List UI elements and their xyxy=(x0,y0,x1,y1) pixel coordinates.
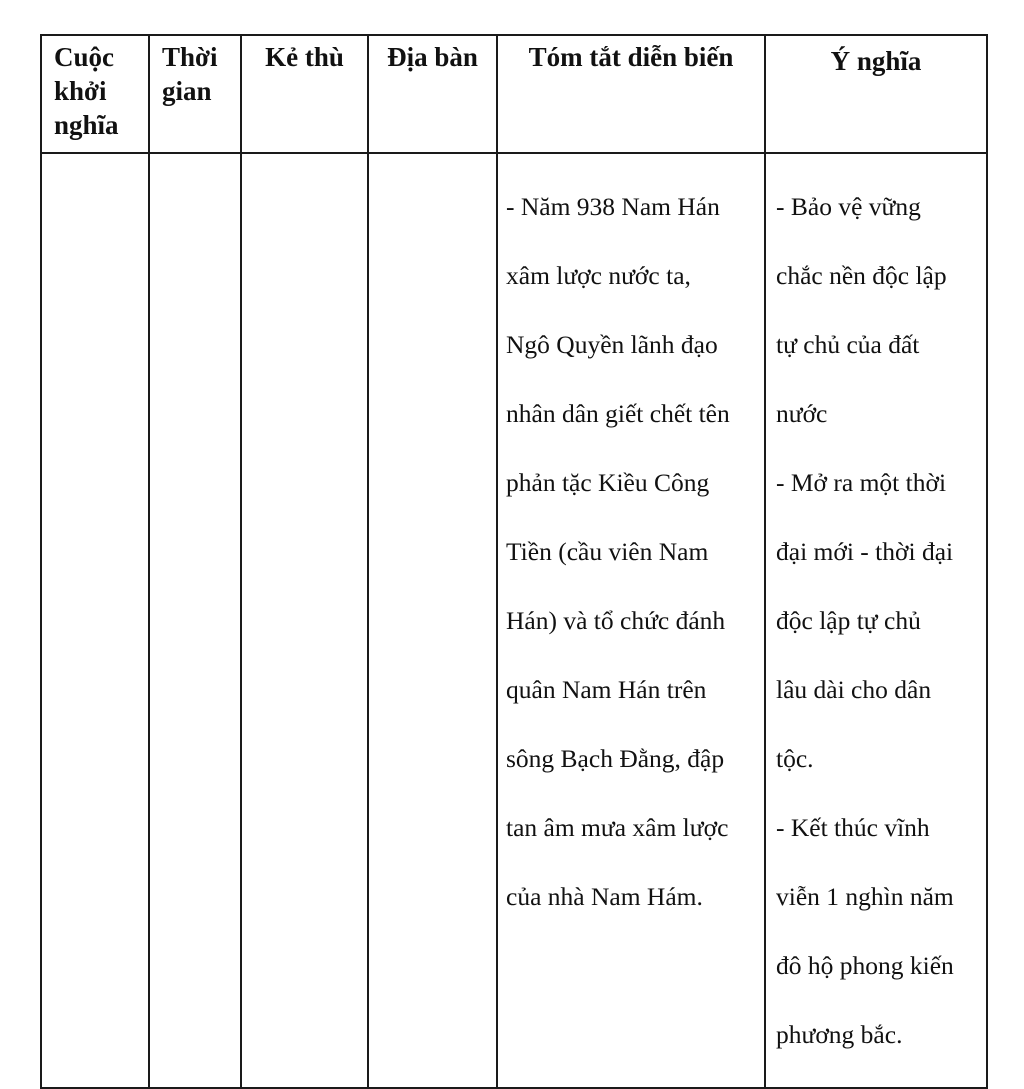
header-cuoc-khoi-nghia xyxy=(41,35,149,153)
significance-line: đô hộ phong kiến xyxy=(776,950,954,980)
table-row xyxy=(41,153,987,1088)
cell-dia-ban xyxy=(368,153,497,1088)
header-dia-ban xyxy=(368,35,497,153)
significance-line: nước xyxy=(776,398,828,428)
summary-line: sông Bạch Đằng, đập xyxy=(506,743,725,773)
header-line: Cuộc xyxy=(54,42,114,72)
significance-line: đại mới - thời đại xyxy=(776,536,954,566)
cell-y-nghia xyxy=(765,153,987,1088)
header-row xyxy=(41,35,987,153)
significance-line: - Kết thúc vĩnh xyxy=(776,812,930,842)
summary-line: Ngô Quyền lãnh đạo xyxy=(506,329,718,359)
significance-line: - Bảo vệ vững xyxy=(776,191,921,221)
significance-line: lâu dài cho dân xyxy=(776,674,932,704)
summary-line: xâm lược nước ta, xyxy=(506,260,691,290)
summary-line: Hán) và tổ chức đánh xyxy=(506,605,726,635)
significance-line: độc lập tự chủ xyxy=(776,605,921,635)
header-thoi-gian xyxy=(149,35,241,153)
history-table xyxy=(40,34,988,1089)
significance-line: viễn 1 nghìn năm xyxy=(776,881,954,911)
summary-text xyxy=(498,154,764,949)
significance-line: tự chủ của đất xyxy=(776,329,920,359)
cell-cuoc-khoi-nghia xyxy=(41,153,149,1088)
significance-line: tộc. xyxy=(776,743,814,773)
significance-text xyxy=(766,154,986,1087)
header-line: nghĩa xyxy=(54,110,119,140)
summary-line: của nhà Nam Hám. xyxy=(506,881,703,911)
header-line: Thời xyxy=(162,42,218,72)
cell-tom-tat-dien-bien xyxy=(497,153,765,1088)
header-ke-thu xyxy=(241,35,368,153)
summary-line: tan âm mưa xâm lược xyxy=(506,812,729,842)
header-line: Ý nghĩa xyxy=(830,46,922,76)
summary-line: nhân dân giết chết tên xyxy=(506,398,730,428)
significance-line: phương bắc. xyxy=(776,1019,903,1049)
summary-line: phản tặc Kiều Công xyxy=(506,467,710,497)
header-line: khởi xyxy=(54,76,107,106)
summary-line: - Năm 938 Nam Hán xyxy=(506,191,720,221)
header-line: Tóm tắt diễn biến xyxy=(528,42,734,72)
summary-line: quân Nam Hán trên xyxy=(506,674,707,704)
cell-ke-thu xyxy=(241,153,368,1088)
header-line: Địa bàn xyxy=(387,42,478,72)
significance-line: chắc nền độc lập xyxy=(776,260,947,290)
header-tom-tat-dien-bien xyxy=(497,35,765,153)
header-y-nghia xyxy=(765,35,987,153)
header-line: gian xyxy=(162,76,212,106)
header-line: Kẻ thù xyxy=(265,42,344,72)
cell-thoi-gian xyxy=(149,153,241,1088)
summary-line: Tiền (cầu viên Nam xyxy=(506,536,709,566)
significance-line: - Mở ra một thời xyxy=(776,467,947,497)
